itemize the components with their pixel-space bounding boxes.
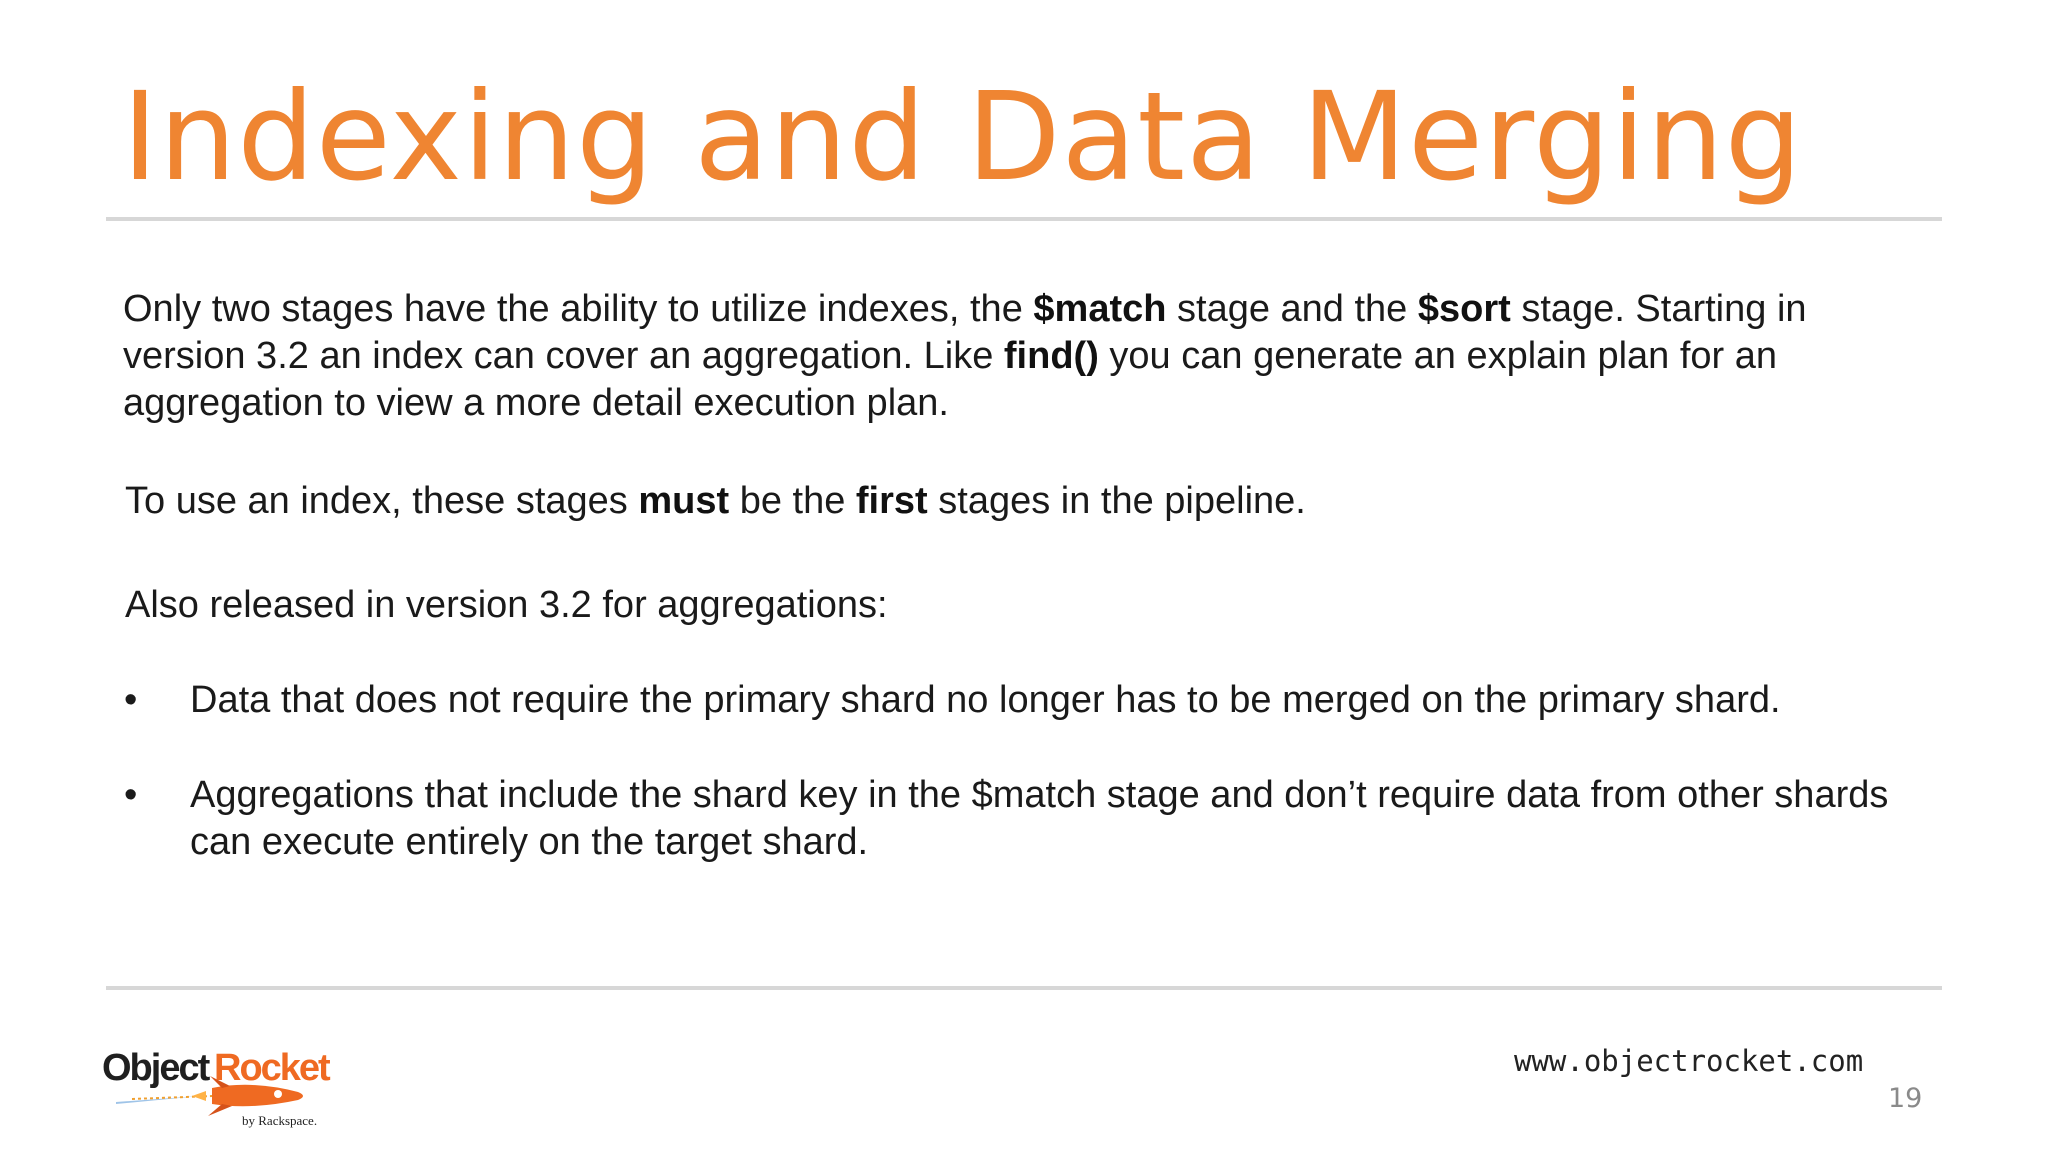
paragraph-text: stage and the: [1166, 288, 1418, 330]
bullet-dot: •: [124, 774, 138, 816]
paragraph-text: To use an index, these stages: [125, 480, 639, 522]
bullet-item: [0, 677, 1900, 727]
objectrocket-logo-graphic: [102, 1044, 347, 1134]
paragraph-text: Only two stages have the ability to utilize indexes, the: [123, 288, 1034, 330]
page-number: 19: [1888, 1083, 1923, 1114]
bold-sort: $sort: [1417, 288, 1511, 330]
svg-text:by Rackspace.: by Rackspace.: [242, 1113, 318, 1128]
bullet-dot: •: [124, 679, 138, 721]
paragraph-text: you can generate an explain plan for an aggregation to view a more detail execution plan.: [123, 335, 1778, 424]
bold-find: find(): [1003, 335, 1099, 377]
paragraph-text: stages in the pipeline.: [927, 480, 1306, 522]
svg-text:Rocket: Rocket: [214, 1047, 329, 1089]
title-divider: [106, 217, 1942, 221]
svg-text:Object: Object: [102, 1047, 209, 1089]
slide-title: Indexing and Data Merging: [122, 66, 1804, 208]
footer-url: www.objectrocket.com: [1514, 1044, 1864, 1078]
bullet-text: Aggregations that include the shard key in the $match stage and don’t require data from other shards can execute entirely on the target shard.: [190, 774, 1889, 863]
paragraph-indexes: [123, 286, 1923, 427]
paragraph-also-released: Also released in version 3.2 for aggregations:: [125, 584, 888, 626]
paragraph-use-index: [125, 478, 1905, 525]
objectrocket-logo: [102, 1044, 347, 1134]
bold-must: must: [638, 480, 730, 522]
bullet-item: [0, 772, 1900, 872]
bold-first: first: [855, 480, 928, 522]
bold-match: $match: [1033, 288, 1167, 330]
paragraph-text: be the: [729, 480, 856, 522]
footer-divider: [106, 986, 1942, 990]
paragraph-text: stage. Starting in version 3.2 an index can cover an aggregation. Like: [123, 288, 1807, 377]
bullet-text: Data that does not require the primary shard no longer has to be merged on the primary shard.: [190, 679, 1781, 721]
